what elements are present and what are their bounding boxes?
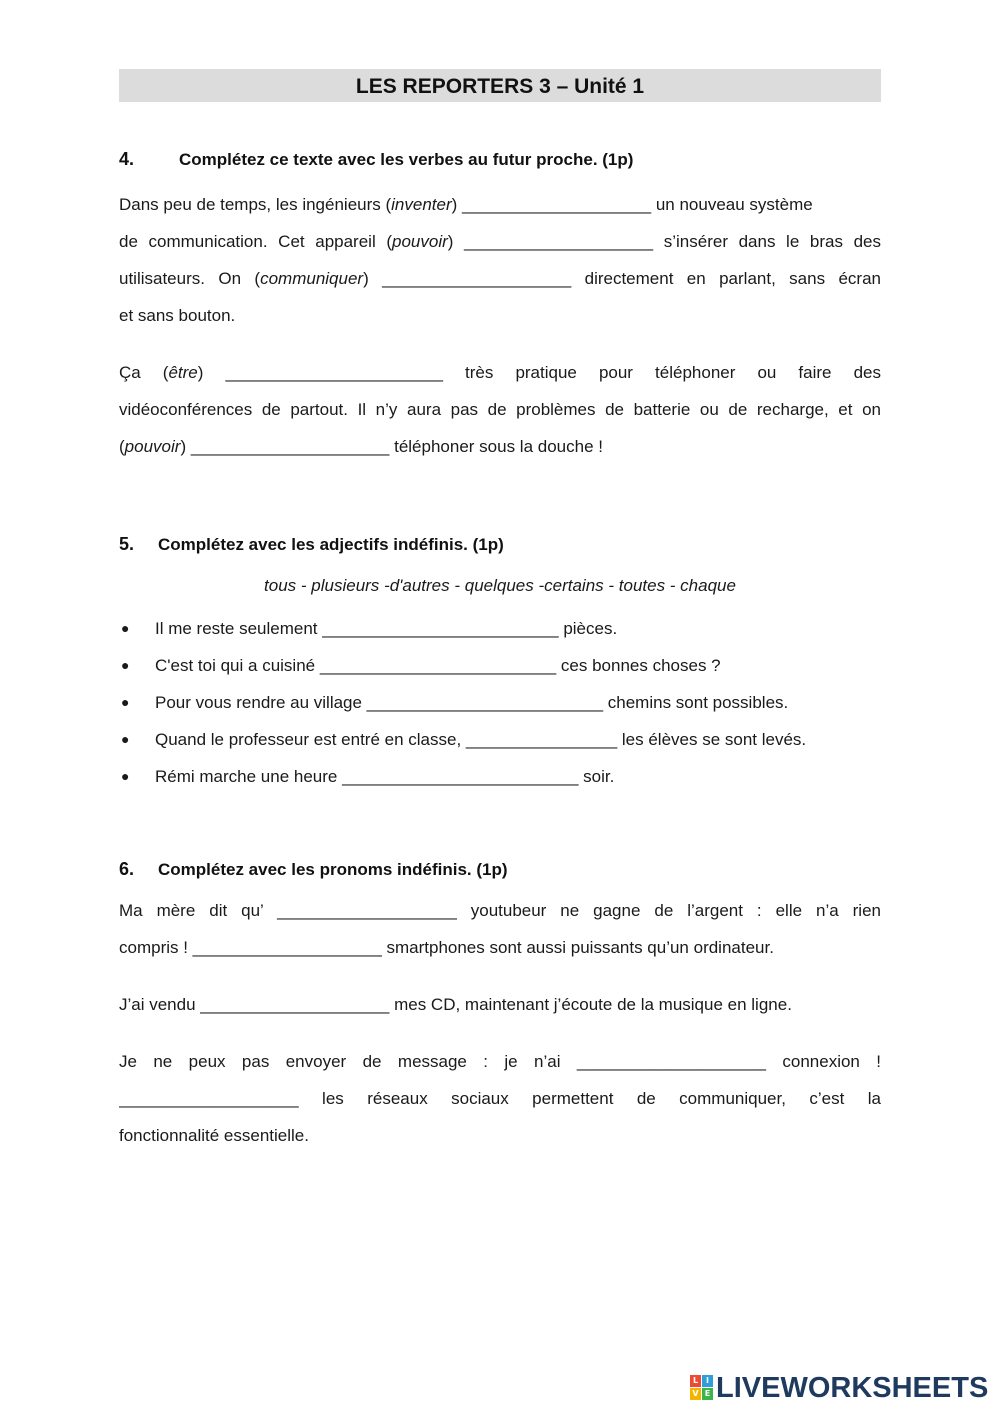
verb-communiquer: communiquer xyxy=(260,269,364,288)
liveworksheets-logo-icon xyxy=(690,1375,714,1401)
list-item: ● Pour vous rendre au village _________________________ chemins sont possibles. xyxy=(119,684,881,721)
ex6-p1-line-2: compris ! ____________________ smartphones sont aussi puissants qu’un ordinateur. xyxy=(119,938,774,957)
ex4-p2-line-3: (pouvoir) _____________________ téléphoner sous la douche ! xyxy=(119,437,603,456)
logo-tile-v: V xyxy=(690,1388,701,1400)
ex4-p1-line-4: et sans bouton. xyxy=(119,306,236,325)
exercise-6-paragraph-3 xyxy=(119,1043,881,1154)
ex4-p1-line-3: utilisateurs. On (communiquer) ____________________ directement en parlant, sans écran xyxy=(119,269,881,288)
ex6-p3-line-1: Je ne peux pas envoyer de message : je n’ai ____________________ connexion ! xyxy=(119,1052,881,1071)
ex4-p2-line-2: vidéoconférences de partout. Il n’y aura pas de problèmes de batterie ou de recharge, et on xyxy=(119,400,881,419)
liveworksheets-logo xyxy=(690,1372,988,1404)
logo-tile-l: L xyxy=(690,1375,701,1387)
bullet-icon: ● xyxy=(121,657,130,673)
exercise-6-paragraph-1 xyxy=(119,892,881,966)
ex4-p1-line-2: de communication. Cet appareil (pouvoir) ____________________ s’insérer dans le bras des xyxy=(119,232,881,251)
exercise-4-instruction: Complétez ce texte avec les verbes au futur proche. (1p) xyxy=(179,150,634,169)
ex4-p1-line-1 xyxy=(119,186,881,223)
verb-pouvoir: pouvoir xyxy=(392,232,448,251)
exercise-4-paragraph-2 xyxy=(119,354,881,465)
ex4-p2-line-1: Ça (être) _______________________ très pratique pour téléphoner ou faire des xyxy=(119,363,881,382)
exercise-4-heading xyxy=(119,149,633,170)
logo-tile-i: I xyxy=(702,1375,713,1387)
exercise-6-number: 6. xyxy=(119,859,135,879)
verb-pouvoir-2: pouvoir xyxy=(124,437,181,456)
ex6-p3-line-2: ___________________ les réseaux sociaux permettent de communiquer, c’est la xyxy=(119,1089,881,1108)
exercise-6-instruction: Complétez avec les pronoms indéfinis. (1p) xyxy=(158,860,508,879)
list-item: ● Quand le professeur est entré en classe, ________________ les élèves se sont levés. xyxy=(119,721,881,758)
bullet-icon: ● xyxy=(121,731,130,747)
exercise-5-number: 5. xyxy=(119,534,135,554)
ex6-p3-line-3: fonctionnalité essentielle. xyxy=(119,1126,309,1145)
exercise-4-number: 4. xyxy=(119,149,135,169)
exercise-6-heading xyxy=(119,859,508,880)
exercise-4-paragraph-1 xyxy=(119,186,881,334)
exercise-5-instruction: Complétez avec les adjectifs indéfinis. (1p) xyxy=(158,535,504,554)
list-item: ● Rémi marche une heure _________________________ soir. xyxy=(119,758,881,795)
exercise-5-heading xyxy=(119,534,504,555)
logo-tile-e: E xyxy=(702,1388,713,1400)
list-item: ● C'est toi qui a cuisiné _________________________ ces bonnes choses ? xyxy=(119,647,881,684)
ex6-p2-line-1: J’ai vendu ____________________ mes CD, maintenant j’écoute de la musique en ligne. xyxy=(119,995,792,1014)
bullet-icon: ● xyxy=(121,620,130,636)
bullet-icon: ● xyxy=(121,694,130,710)
list-item: ● Il me reste seulement _________________________ pièces. xyxy=(119,610,881,647)
ex4-p1-line-1-text: Dans peu de temps, les ingénieurs (inventer) ____________________ un nouveau système xyxy=(119,195,813,214)
verb-inventer: inventer xyxy=(391,195,452,214)
verb-etre: être xyxy=(168,363,198,382)
word-bank: tous - plusieurs -d'autres - quelques -certains - toutes - chaque xyxy=(264,576,736,595)
exercise-6-paragraph-2 xyxy=(119,986,881,1023)
page-title: LES REPORTERS 3 – Unité 1 xyxy=(119,69,881,102)
exercise-5-list xyxy=(119,610,881,795)
ex6-p1-line-1: Ma mère dit qu’ ___________________ youtubeur ne gagne de l’argent : elle n’a rien xyxy=(119,901,881,920)
bullet-icon: ● xyxy=(121,768,130,784)
liveworksheets-wordmark: LIVEWORKSHEETS xyxy=(716,1371,989,1404)
